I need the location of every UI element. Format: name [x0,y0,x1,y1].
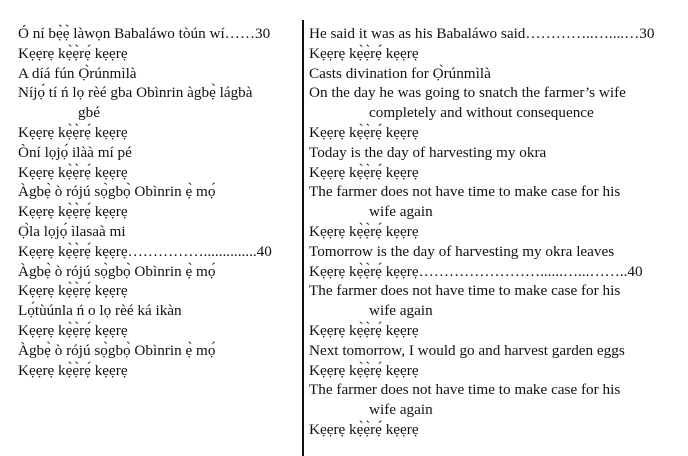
english-verse-line: The farmer does not have time to make case for his [309,183,621,201]
yoruba-verse-line: Níjọ́ tí ń lọ rèé gba Obìnrin àgbẹ̀ lágbà [18,84,253,102]
english-verse-line: Casts divination for Ọ̀rúnmìlà [309,64,491,82]
yoruba-verse-line: Lọ́tùúnla ń o lọ rèé ká ikàn [18,302,182,320]
english-verse-line: completely and without consequence [369,104,594,122]
english-verse-line: The farmer does not have time to make case for his [309,282,621,300]
english-verse-line: Kẹẹrẹ kẹ̀ẹ̀rẹ́ kẹẹrẹ [309,420,419,438]
column-divider [302,20,304,456]
english-verse-line: On the day he was going to snatch the farmer’s wife [309,84,626,102]
english-verse-line: Tomorrow is the day of harvesting my okra leaves [309,242,615,260]
yoruba-verse-line: Kẹẹrẹ kẹ̀ẹ̀rẹ́ kẹẹrẹ……………..............40 [18,242,272,260]
yoruba-verse-line: Òní lọjọ́ ilàà mí pé [18,143,132,161]
english-verse-line: He said it was as his Babaláwo said…………..…....…30 [309,25,655,42]
yoruba-verse-line: Kẹẹrẹ kẹ̀ẹ̀rẹ́ kẹẹrẹ [18,321,128,339]
yoruba-text-column [18,24,296,380]
yoruba-verse-line: A díá fún Ọ̀rúnmìlà [18,64,137,82]
yoruba-verse-line: Kẹẹrẹ kẹ̀ẹ̀rẹ́ kẹẹrẹ [18,282,128,300]
yoruba-verse-line: Kẹẹrẹ kẹ̀ẹ̀rẹ́ kẹẹrẹ [18,44,128,62]
yoruba-verse-line: Kẹẹrẹ kẹ̀ẹ̀rẹ́ kẹẹrẹ [18,163,128,181]
english-verse-line: Kẹẹrẹ kẹ̀ẹ̀rẹ́ kẹẹrẹ [309,361,419,379]
english-verse-line: wife again [369,401,433,419]
english-verse-line: Kẹẹrẹ kẹ̀ẹ̀rẹ́ kẹẹrẹ [309,321,419,339]
english-verse-line: Today is the day of harvesting my okra [309,143,547,161]
english-verse-line: Kẹẹrẹ kẹ̀ẹ̀rẹ́ kẹẹrẹ [309,123,419,141]
english-verse-line: wife again [369,203,433,221]
english-verse-line: Kẹẹrẹ kẹ̀ẹ̀rẹ́ kẹẹrẹ [309,44,419,62]
english-verse-line: Kẹẹrẹ kẹ̀ẹ̀rẹ́ kẹẹrẹ……………………......…...……..40 [309,262,643,280]
english-verse-line: wife again [369,302,433,320]
english-verse-line: Next tomorrow, I would go and harvest garden eggs [309,341,625,359]
yoruba-verse-line: Àgbẹ̀ ò rójú sọ̀gbọ̀ Obìnrin ẹ̀ mọ́ [18,341,216,359]
english-translation-column [309,24,681,440]
english-verse-line: Kẹẹrẹ kẹ̀ẹ̀rẹ́ kẹẹrẹ [309,222,419,240]
yoruba-verse-line: Àgbẹ̀ ò rójú sọ̀gbọ̀ Obìnrin ẹ̀ mọ́ [18,183,216,201]
yoruba-verse-line: Kẹẹrẹ kẹ̀ẹ̀rẹ́ kẹẹrẹ [18,203,128,221]
yoruba-verse-line: gbé [78,104,100,122]
yoruba-verse-line: Kẹẹrẹ kẹ̀ẹ̀rẹ́ kẹẹrẹ [18,361,128,379]
yoruba-verse-line: Ọ̀la lọjọ́ ìlasaà mi [18,222,126,240]
yoruba-verse-line: Kẹẹrẹ kẹ̀ẹ̀rẹ́ kẹẹrẹ [18,123,128,141]
yoruba-verse-line: Ó ní bẹ̀ẹ̀ làwọn Babaláwo tòún wí……30 [18,25,271,42]
yoruba-verse-line: Àgbẹ̀ ò rójú sọ̀gbọ̀ Obìnrin ẹ̀ mọ́ [18,262,216,280]
english-verse-line: The farmer does not have time to make case for his [309,381,621,399]
english-verse-line: Kẹẹrẹ kẹ̀ẹ̀rẹ́ kẹẹrẹ [309,163,419,181]
